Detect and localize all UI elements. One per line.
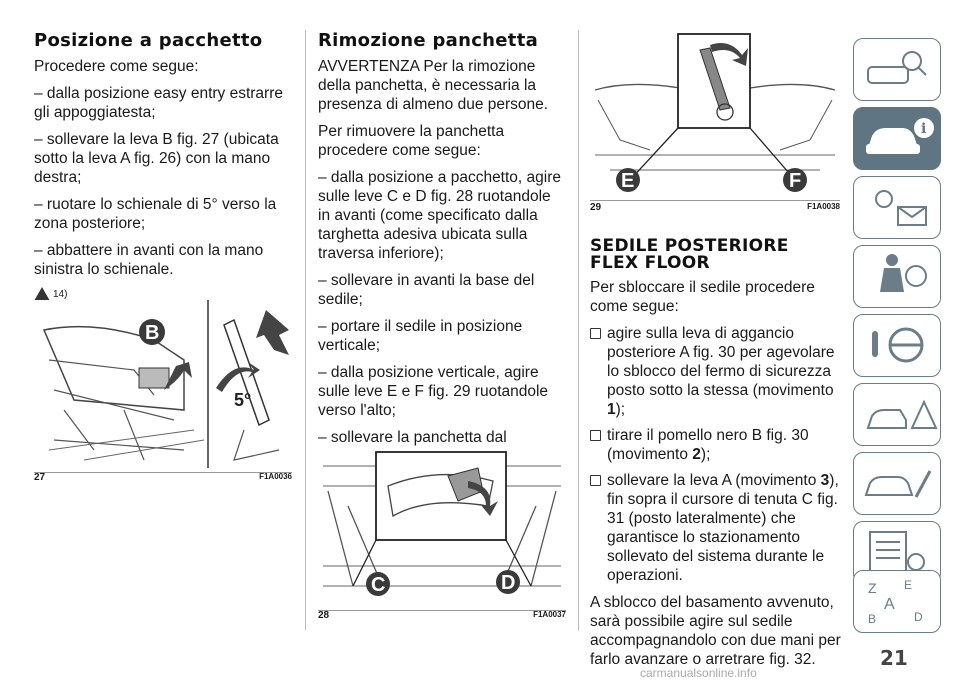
page-number: 21 bbox=[880, 646, 908, 670]
section-heading-line2: FLEX FLOOR bbox=[590, 253, 710, 273]
paragraph: – ruotare lo schienale di 5° verso la zona posteriore; bbox=[34, 196, 277, 232]
checkbox-bullet-icon bbox=[590, 430, 601, 441]
marker-c-label: C bbox=[371, 574, 386, 596]
figure-number: 29 bbox=[590, 202, 602, 213]
paragraph: – dalla posizione easy entry estrarre gli appoggiatesta; bbox=[34, 85, 283, 121]
section-heading-line1: SEDILE POSTERIORE bbox=[590, 236, 789, 256]
list-item: agire sulla leva di aggancio posteriore A fig. 30 per agevolare lo sblocco del fermo di sicurezza posto sotto la stessa (movimento 1); bbox=[590, 324, 845, 419]
tab-car-service[interactable] bbox=[853, 452, 941, 515]
column-divider bbox=[305, 30, 306, 630]
paragraph: – dalla posizione a pacchetto, agire sulle leve C e D fig. 28 ruotandole in avanti (come specificato dalla targhetta adesiva ubicata sulla traversa inferiore); bbox=[318, 169, 561, 262]
tab-car-warning[interactable] bbox=[853, 383, 941, 446]
figure-27 bbox=[34, 300, 292, 492]
figure-number: 28 bbox=[318, 610, 330, 621]
warning-ref-label: 14) bbox=[53, 288, 68, 300]
paragraph: – sollevare la panchetta dal bbox=[318, 429, 507, 446]
tab-car-search[interactable] bbox=[853, 38, 941, 101]
tab-seatbelt-airbag[interactable] bbox=[853, 245, 941, 308]
steering-wheel-icon bbox=[854, 315, 940, 376]
svg-text:B: B bbox=[868, 612, 877, 626]
figure-29-illustration bbox=[590, 30, 840, 196]
figure-28 bbox=[318, 446, 566, 630]
paragraph: – dalla posizione verticale, agire sulle leve E e F fig. 29 ruotandole verso l'alto; bbox=[318, 364, 549, 419]
figure-code: F1A0038 bbox=[807, 202, 840, 211]
watermark: carmanualsonline.info bbox=[640, 666, 757, 680]
figure-code: F1A0037 bbox=[533, 610, 566, 619]
alphabet-index-icon bbox=[854, 571, 940, 632]
figure-29 bbox=[590, 30, 840, 218]
tab-steering[interactable] bbox=[853, 314, 941, 377]
warning-lights-icon bbox=[854, 177, 940, 238]
tab-warning-lights[interactable] bbox=[853, 176, 941, 239]
column-rimozione-panchetta bbox=[318, 30, 566, 494]
paragraph: A sblocco del basamento avvenuto, sarà possibile agire sul sedile accompagnandolo con due mani per farlo avanzare o arretrare fig. 32. bbox=[590, 594, 841, 668]
svg-text:D: D bbox=[914, 610, 923, 624]
paragraph: Procedere come segue: bbox=[34, 58, 199, 75]
paragraph: – sollevare in avanti la base del sedile; bbox=[318, 272, 535, 308]
svg-text:Z: Z bbox=[868, 580, 877, 596]
paragraph: AVVERTENZA Per la rimozione della panchetta, è necessaria la presenza di almeno due persone. bbox=[318, 58, 549, 113]
list-item: sollevare la leva A (movimento 3), fin sopra il cursore di tenuta C fig. 31 (posto lateralmente) che garantisce lo stazionamento sollevato del sistema durante le operazioni. bbox=[590, 471, 845, 585]
figure-28-illustration bbox=[318, 446, 566, 606]
seatbelt-airbag-icon bbox=[854, 246, 940, 307]
step-list bbox=[590, 324, 845, 585]
warning-triangle-icon bbox=[34, 287, 50, 301]
paragraph: Per rimuovere la panchetta procedere come segue: bbox=[318, 123, 505, 159]
checkbox-bullet-icon bbox=[590, 328, 601, 339]
svg-text:i: i bbox=[921, 121, 927, 137]
figure-code: F1A0036 bbox=[259, 472, 292, 481]
paragraph: – abbattere in avanti con la mano sinistra lo schienale. bbox=[34, 242, 264, 278]
section-heading: Rimozione panchetta bbox=[318, 30, 539, 51]
tab-alphabet-index[interactable] bbox=[853, 570, 941, 633]
column-sedile-posteriore bbox=[590, 238, 845, 677]
tab-car-info[interactable] bbox=[853, 107, 941, 170]
car-warning-icon bbox=[854, 384, 940, 445]
list-item: tirare il pomello nero B fig. 30 (movimento 2); bbox=[590, 426, 845, 464]
column-divider bbox=[578, 30, 579, 630]
figure-27-illustration bbox=[34, 300, 292, 468]
paragraph: – sollevare la leva B fig. 27 (ubicata sotto la leva A fig. 26) con la mano destra; bbox=[34, 131, 279, 186]
svg-text:E: E bbox=[904, 578, 913, 592]
marker-d-label: D bbox=[501, 572, 516, 594]
figure-number: 27 bbox=[34, 472, 46, 483]
car-info-icon bbox=[854, 108, 940, 169]
marker-e-label: E bbox=[621, 170, 635, 192]
marker-b-label: B bbox=[145, 322, 160, 344]
section-heading: Posizione a pacchetto bbox=[34, 30, 263, 51]
column-posizione-pacchetto bbox=[34, 30, 294, 307]
svg-text:A: A bbox=[884, 596, 895, 613]
marker-f-label: F bbox=[789, 170, 802, 192]
warning-reference[interactable] bbox=[34, 287, 294, 301]
checkbox-bullet-icon bbox=[590, 475, 601, 486]
car-service-icon bbox=[854, 453, 940, 514]
angle-label: 5° bbox=[234, 390, 252, 410]
paragraph: Per sbloccare il sedile procedere come segue: bbox=[590, 279, 815, 315]
paragraph: – portare il sedile in posizione verticale; bbox=[318, 318, 523, 354]
car-search-icon bbox=[854, 39, 940, 100]
